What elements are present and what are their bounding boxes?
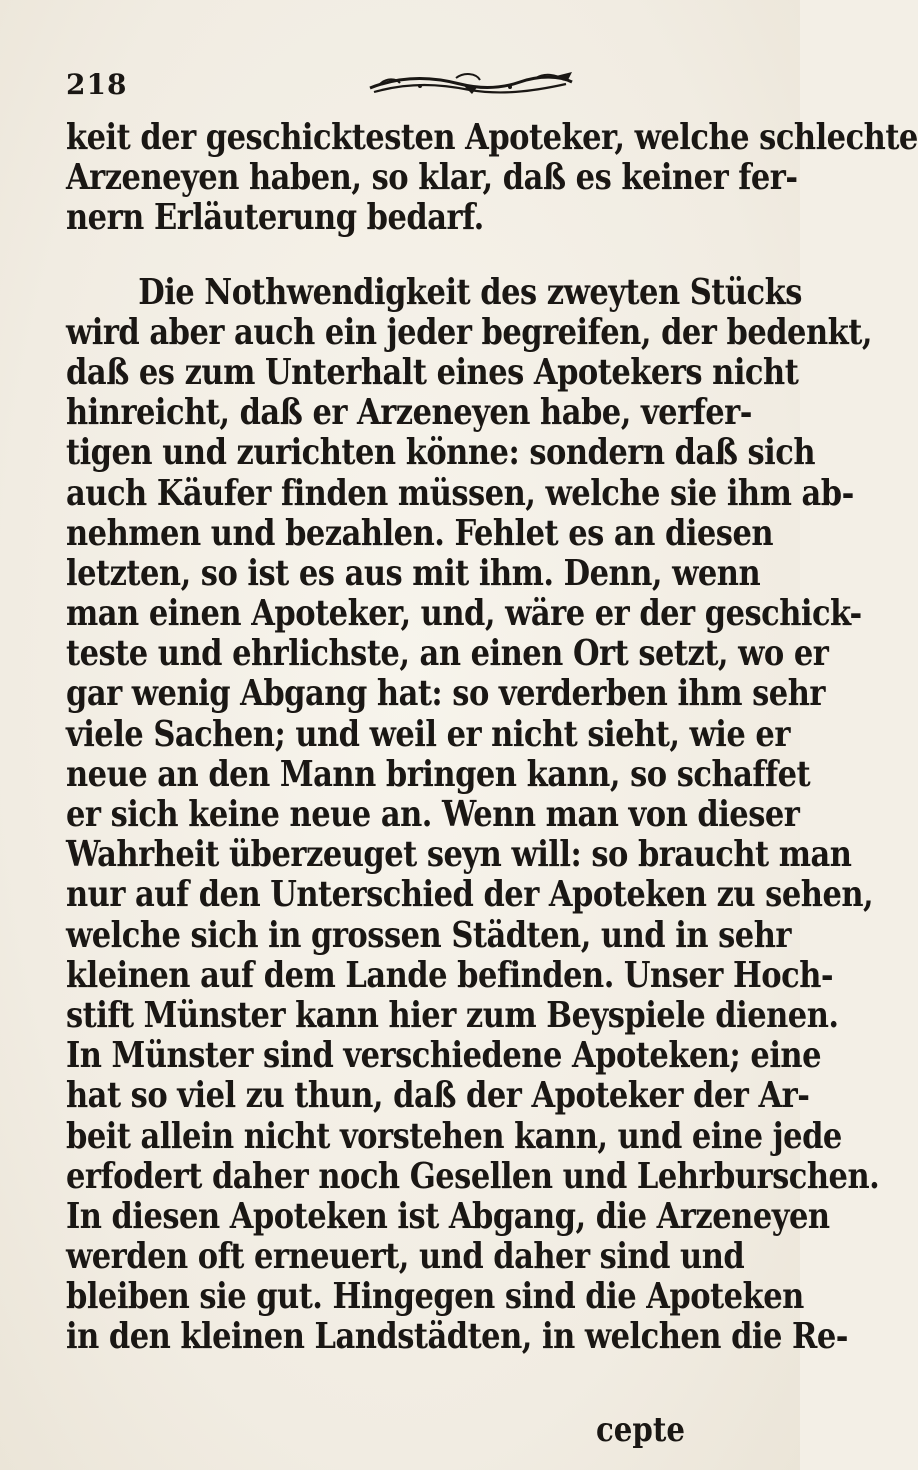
text-line: werden oft erneuert, und daher sind und — [66, 1236, 745, 1278]
text-line: bleiben sie gut. Hingegen sind die Apoteken — [66, 1276, 804, 1318]
text-line: hinreicht, daß er Arzeneyen habe, verfer- — [66, 392, 752, 434]
catchword: cepte — [596, 1410, 685, 1450]
text-line: kleinen auf dem Lande befinden. Unser Hoch- — [66, 954, 834, 996]
printers-ornament-icon — [360, 70, 580, 98]
text-line: man einen Apoteker, und, wäre er der geschick- — [66, 593, 862, 635]
text-line: gar wenig Abgang hat: so verderben ihm sehr — [66, 673, 825, 715]
text-line: daß es zum Unterhalt eines Apotekers nicht — [66, 351, 799, 393]
text-line: In diesen Apoteken ist Abgang, die Arzeneyen — [66, 1195, 830, 1237]
text-line: nur auf den Unterschied der Apoteken zu sehen, — [66, 874, 874, 916]
text-line: beit allein nicht vorstehen kann, und eine jede — [66, 1115, 842, 1157]
text-line: In Münster sind verschiedene Apoteken; eine — [66, 1035, 822, 1077]
text-line: er sich keine neue an. Wenn man von dieser — [66, 794, 800, 835]
text-line: letzten, so ist es aus mit ihm. Denn, wenn — [66, 552, 761, 594]
text-line: wird aber auch ein jeder begreifen, der bedenkt, — [66, 311, 872, 353]
page-header — [66, 62, 756, 102]
text-line: Arzeneyen haben, so klar, daß es keiner fer- — [66, 157, 798, 199]
text-line: keit der geschicktesten Apoteker, welche schlechte — [66, 117, 918, 158]
text-line: welche sich in grossen Städten, und in sehr — [66, 914, 791, 956]
text-line: stift Münster kann hier zum Beyspiele dienen. — [66, 994, 839, 1036]
text-line: viele Sachen; und weil er nicht sieht, wie er — [66, 713, 790, 755]
text-line: nehmen und bezahlen. Fehlet es an diesen — [66, 512, 774, 554]
text-line: neue an den Mann bringen kann, so schaffet — [66, 753, 811, 795]
paragraph-gap — [66, 239, 756, 273]
body-text — [66, 117, 918, 1358]
text-line: tigen und zurichten könne: sondern daß sich — [66, 432, 816, 474]
text-line: auch Käufer finden müssen, welche sie ihm ab- — [66, 472, 854, 514]
text-line: in den kleinen Landstädten, in welchen die Re- — [66, 1316, 848, 1358]
text-line: hat so viel zu thun, daß der Apoteker der Ar- — [66, 1075, 810, 1117]
text-line: erfodert daher noch Gesellen und Lehrburschen. — [66, 1155, 880, 1197]
text-line: teste und ehrlichste, an einen Ort setzt, wo er — [66, 633, 829, 675]
page-number: 218 — [66, 68, 128, 101]
text-line: Wahrheit überzeuget seyn will: so braucht man — [66, 834, 852, 876]
text-line: Die Nothwendigkeit des zweyten Stücks — [138, 271, 802, 313]
text-line: nern Erläuterung bedarf. — [66, 197, 484, 239]
